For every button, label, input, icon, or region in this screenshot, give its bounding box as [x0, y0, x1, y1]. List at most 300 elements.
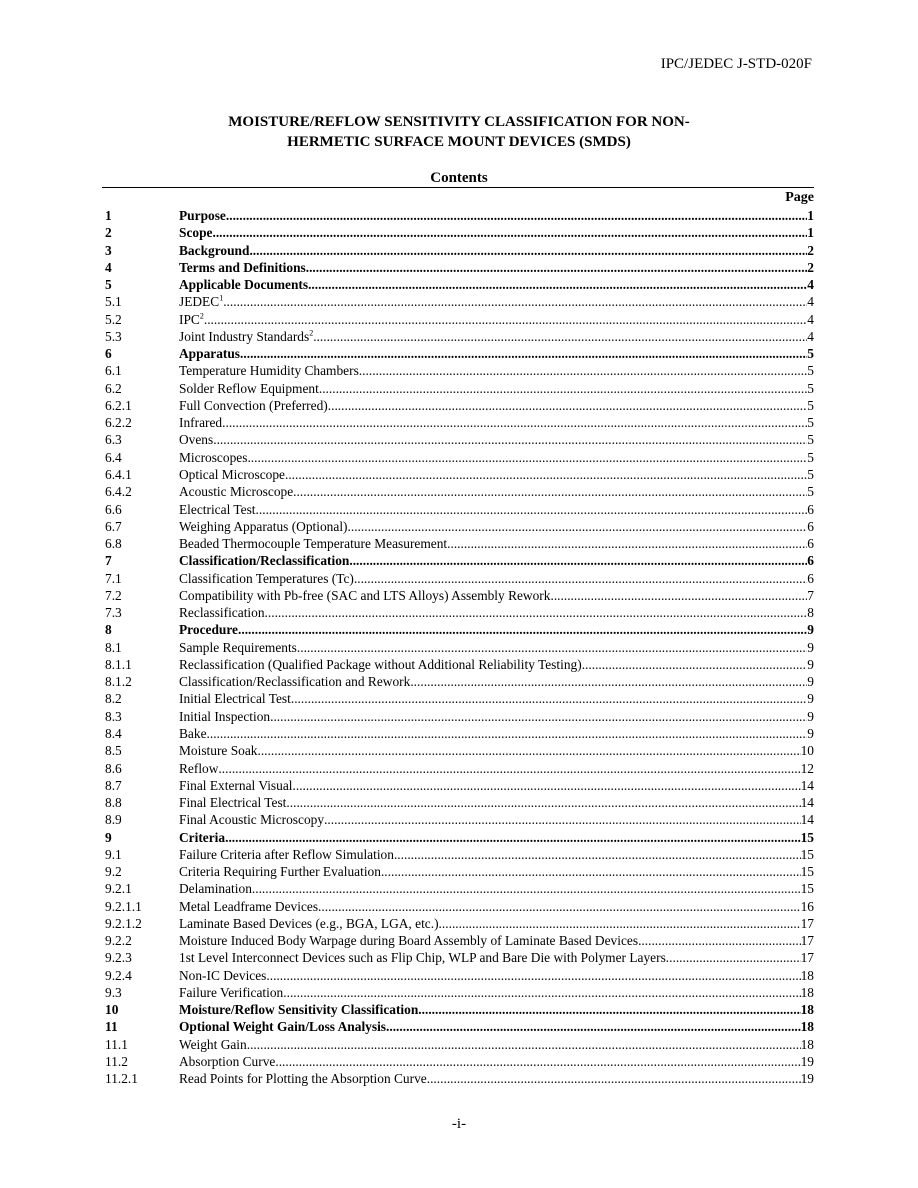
document-title-line-1: MOISTURE/REFLOW SENSITIVITY CLASSIFICATION FOR NON- [228, 114, 690, 130]
toc-dot-leader [349, 552, 807, 569]
toc-dot-leader [256, 501, 808, 518]
toc-entry[interactable] [105, 863, 814, 880]
toc-section-number: 9.2.4 [105, 967, 132, 983]
toc-section-number: 6.2.2 [105, 415, 132, 431]
toc-section-title [179, 604, 265, 621]
toc-section-title [179, 777, 293, 794]
toc-section-title [179, 1053, 275, 1070]
toc-dot-leader [286, 794, 800, 811]
toc-section-number: 9.2.1 [105, 881, 132, 897]
toc-section-number: 8 [105, 622, 112, 638]
toc-section-title-text: Classification/Reclassification and Rework [179, 674, 411, 690]
toc-page-number: 6 [807, 518, 814, 534]
toc-dot-leader [319, 380, 807, 397]
toc-section-title [179, 293, 223, 310]
toc-dot-leader [249, 242, 807, 259]
toc-section-title [179, 639, 297, 656]
toc-section-title [179, 259, 306, 276]
toc-section-title [179, 276, 308, 293]
toc-dot-leader [308, 276, 807, 293]
toc-entry[interactable] [105, 518, 814, 535]
toc-page-number: 5 [807, 449, 814, 465]
toc-dot-leader [638, 932, 801, 949]
toc-page-number: 18 [800, 984, 814, 1000]
toc-section-title-text: Moisture/Reflow Sensitivity Classification [179, 1002, 419, 1018]
toc-section-title [179, 708, 270, 725]
toc-section-number: 9.2.1.1 [105, 898, 142, 914]
toc-page-number: 4 [807, 277, 814, 293]
toc-dot-leader [328, 397, 808, 414]
toc-section-title-text: Absorption Curve [179, 1054, 276, 1070]
toc-section-title-text: Laminate Based Devices (e.g., BGA, LGA, etc.) [179, 915, 439, 931]
toc-section-number: 6.7 [105, 518, 122, 534]
toc-section-title [179, 949, 666, 966]
toc-section-title-text: Full Convection (Preferred) [179, 397, 328, 413]
toc-page-number: 8 [807, 605, 814, 621]
toc-section-number: 7.2 [105, 587, 122, 603]
toc-section-title [179, 242, 249, 259]
toc-dot-leader [394, 846, 801, 863]
toc-page-number: 9 [807, 622, 814, 638]
toc-entry[interactable] [105, 570, 814, 587]
toc-section-title [179, 846, 394, 863]
toc-section-title [179, 224, 212, 241]
toc-section-number: 8.6 [105, 760, 122, 776]
contents-divider [102, 187, 814, 188]
toc-page-number: 2 [807, 242, 814, 258]
toc-entry[interactable] [105, 760, 814, 777]
toc-page-number: 4 [807, 294, 814, 310]
page-number: -i- [451, 1116, 467, 1132]
toc-section-title-text: Criteria [179, 829, 226, 845]
toc-entry[interactable] [105, 794, 814, 811]
toc-dot-leader [582, 656, 808, 673]
toc-section-title-text: Ovens [179, 432, 214, 448]
toc-entry[interactable] [105, 345, 814, 362]
toc-section-title [179, 535, 447, 552]
toc-dot-leader [410, 673, 807, 690]
toc-entry[interactable] [105, 880, 814, 897]
toc-section-title [179, 760, 218, 777]
toc-section-title-text: Acoustic Microscope [179, 484, 294, 500]
toc-section-title-text: Reclassification (Qualified Package without Additional Reliability Testing) [179, 656, 582, 672]
toc-page-number: 19 [800, 1071, 814, 1087]
toc-section-title-text: Compatibility with Pb-free (SAC and LTS Alloys) Assembly Rework [179, 587, 551, 603]
toc-section-number: 5 [105, 277, 112, 293]
toc-page-number: 18 [800, 1002, 814, 1018]
toc-section-title [179, 328, 313, 345]
toc-section-title-text: Delamination [179, 881, 252, 897]
toc-dot-leader [223, 293, 807, 310]
toc-section-title-text: Optional Weight Gain/Loss Analysis [179, 1019, 386, 1035]
toc-section-title-text: Failure Verification [179, 984, 284, 1000]
toc-section-number: 6.4.2 [105, 484, 132, 500]
toc-section-title-text: Applicable Documents [179, 277, 309, 293]
toc-page-number: 7 [807, 587, 814, 603]
toc-page-number: 5 [807, 466, 814, 482]
toc-entry[interactable] [105, 742, 814, 759]
toc-section-title [179, 207, 226, 224]
toc-section-number: 9.1 [105, 846, 122, 862]
toc-page-number: 18 [800, 1019, 814, 1035]
toc-section-title [179, 898, 318, 915]
toc-dot-leader [265, 604, 808, 621]
toc-section-title-text: Non-IC Devices [179, 967, 267, 983]
toc-section-title [179, 431, 213, 448]
toc-section-title [179, 501, 256, 518]
toc-section-title-text: Reflow [179, 760, 219, 776]
toc-section-title [179, 690, 291, 707]
toc-section-number: 9.2.3 [105, 950, 132, 966]
toc-page-number: 19 [800, 1054, 814, 1070]
toc-entry[interactable] [105, 552, 814, 569]
toc-section-number: 9.2.2 [105, 933, 132, 949]
toc-section-number: 9.2 [105, 864, 122, 880]
table-of-contents [105, 207, 814, 1088]
toc-section-title [179, 967, 266, 984]
toc-section-title-text: 1st Level Interconnect Devices such as Flip Chip, WLP and Bare Die with Polymer Layers [179, 950, 666, 966]
toc-section-title-text: Criteria Requiring Further Evaluation [179, 864, 381, 880]
toc-section-title [179, 1001, 418, 1018]
toc-page-number: 9 [807, 639, 814, 655]
toc-page-number: 6 [807, 536, 814, 552]
toc-dot-leader [306, 259, 808, 276]
toc-page-number: 6 [807, 501, 814, 517]
toc-entry[interactable] [105, 431, 814, 448]
contents-heading: Contents [430, 170, 488, 186]
toc-entry[interactable] [105, 276, 814, 293]
toc-entry[interactable] [105, 380, 814, 397]
toc-section-title [179, 725, 207, 742]
toc-entry[interactable] [105, 466, 814, 483]
toc-section-number: 8.7 [105, 777, 122, 793]
toc-section-title [179, 311, 204, 328]
toc-section-title [179, 1036, 247, 1053]
toc-section-title-text: Metal Leadframe Devices [179, 898, 319, 914]
toc-section-number: 7 [105, 553, 112, 569]
toc-section-title-text: Optical Microscope [179, 466, 285, 482]
toc-section-title [179, 673, 410, 690]
toc-section-title [179, 362, 359, 379]
toc-entry[interactable] [105, 656, 814, 673]
toc-entry[interactable] [105, 725, 814, 742]
toc-section-title-text: Apparatus [179, 346, 241, 362]
toc-page-number: 15 [800, 881, 814, 897]
toc-section-title [179, 552, 349, 569]
toc-dot-leader [348, 518, 808, 535]
toc-page-number: 5 [807, 432, 814, 448]
toc-page-number: 4 [807, 328, 814, 344]
toc-entry[interactable] [105, 242, 814, 259]
toc-page-number: 9 [807, 691, 814, 707]
toc-section-title-text: Electrical Test [179, 501, 256, 517]
toc-dot-leader [222, 414, 807, 431]
toc-dot-leader [226, 207, 807, 224]
toc-section-title-text: Bake [179, 725, 207, 741]
toc-section-number: 9 [105, 829, 112, 845]
toc-page-number: 15 [800, 864, 814, 880]
toc-dot-leader [285, 466, 807, 483]
toc-section-title [179, 656, 582, 673]
toc-page-number: 9 [807, 674, 814, 690]
toc-page-number: 14 [800, 795, 814, 811]
toc-section-title-text: Initial Electrical Test [179, 691, 291, 707]
toc-entry[interactable] [105, 639, 814, 656]
toc-page-number: 18 [800, 967, 814, 983]
toc-page-number: 15 [800, 829, 814, 845]
footnote-marker: 2 [309, 328, 314, 338]
toc-section-number: 10 [105, 1002, 119, 1018]
toc-dot-leader [666, 949, 801, 966]
toc-section-number: 11.2 [105, 1054, 128, 1070]
toc-section-title [179, 880, 252, 897]
toc-entry[interactable] [105, 621, 814, 638]
toc-dot-leader [447, 535, 807, 552]
toc-section-title-text: Moisture Soak [179, 743, 258, 759]
toc-section-title [179, 518, 348, 535]
toc-section-number: 8.1.1 [105, 656, 132, 672]
toc-dot-leader [318, 898, 801, 915]
toc-dot-leader [204, 311, 807, 328]
toc-entry[interactable] [105, 777, 814, 794]
toc-dot-leader [283, 984, 800, 1001]
toc-section-number: 9.3 [105, 984, 122, 1000]
toc-section-title-text: Failure Criteria after Reflow Simulation [179, 846, 394, 862]
toc-page-number: 10 [800, 743, 814, 759]
toc-entry[interactable] [105, 811, 814, 828]
toc-page-number: 17 [800, 933, 814, 949]
toc-section-title-text: Solder Reflow Equipment [179, 380, 319, 396]
toc-section-number: 8.1.2 [105, 674, 132, 690]
toc-entry[interactable] [105, 293, 814, 310]
toc-page-number: 14 [800, 812, 814, 828]
toc-dot-leader [270, 708, 807, 725]
toc-section-title-text: Beaded Thermocouple Temperature Measurement [179, 536, 448, 552]
toc-page-number: 1 [807, 225, 814, 241]
toc-entry[interactable] [105, 915, 814, 932]
toc-section-number: 6.3 [105, 432, 122, 448]
toc-dot-leader [240, 345, 807, 362]
toc-entry[interactable] [105, 846, 814, 863]
toc-entry[interactable] [105, 898, 814, 915]
toc-page-number: 15 [800, 846, 814, 862]
toc-page-number: 4 [807, 311, 814, 327]
toc-section-title [179, 811, 324, 828]
toc-section-number: 11 [105, 1019, 118, 1035]
toc-entry[interactable] [105, 1018, 814, 1035]
toc-page-number: 6 [807, 553, 814, 569]
toc-section-number: 6.1 [105, 363, 122, 379]
toc-section-number: 8.3 [105, 708, 122, 724]
toc-entry[interactable] [105, 224, 814, 241]
toc-section-number: 6.4 [105, 449, 122, 465]
toc-entry[interactable] [105, 708, 814, 725]
toc-section-number: 11.2.1 [105, 1071, 138, 1087]
toc-page-number: 9 [807, 656, 814, 672]
toc-section-title-text: Read Points for Plotting the Absorption Curve [179, 1071, 427, 1087]
toc-page-number: 16 [800, 898, 814, 914]
toc-entry[interactable] [105, 207, 814, 224]
toc-entry[interactable] [105, 673, 814, 690]
toc-section-number: 9.2.1.2 [105, 915, 142, 931]
toc-section-title [179, 915, 439, 932]
toc-page-number: 5 [807, 484, 814, 500]
toc-dot-leader [218, 760, 800, 777]
toc-section-number: 11.1 [105, 1036, 128, 1052]
toc-entry[interactable] [105, 501, 814, 518]
toc-section-title-text: Moisture Induced Body Warpage during Board Assembly of Laminate Based Devices [179, 933, 639, 949]
toc-dot-leader [293, 777, 801, 794]
toc-page-number: 12 [800, 760, 814, 776]
toc-section-title [179, 397, 328, 414]
toc-section-number: 1 [105, 208, 112, 223]
toc-page-number: 5 [807, 346, 814, 362]
toc-entry[interactable] [105, 535, 814, 552]
toc-dot-leader [257, 742, 800, 759]
toc-entry[interactable] [105, 1001, 814, 1018]
toc-entry[interactable] [105, 967, 814, 984]
page-column-label: Page [785, 190, 814, 205]
toc-page-number: 5 [807, 380, 814, 396]
toc-entry[interactable] [105, 932, 814, 949]
toc-page-number: 5 [807, 363, 814, 379]
toc-dot-leader [293, 483, 807, 500]
toc-entry[interactable] [105, 829, 814, 846]
toc-entry[interactable] [105, 949, 814, 966]
toc-entry[interactable] [105, 587, 814, 604]
toc-dot-leader [381, 863, 801, 880]
toc-section-title [179, 984, 283, 1001]
toc-section-title-text: Final External Visual [179, 777, 293, 793]
toc-section-title-text: Initial Inspection [179, 708, 271, 724]
toc-section-title-text: Temperature Humidity Chambers [179, 363, 359, 379]
toc-dot-leader [291, 690, 807, 707]
toc-section-title-text: Classification/Reclassification [179, 553, 350, 569]
toc-dot-leader [297, 639, 807, 656]
toc-entry[interactable] [105, 604, 814, 621]
toc-section-number: 3 [105, 242, 112, 258]
toc-section-title [179, 863, 381, 880]
toc-page-number: 5 [807, 415, 814, 431]
toc-entry[interactable] [105, 1036, 814, 1053]
toc-section-number: 8.9 [105, 812, 122, 828]
toc-entry[interactable] [105, 397, 814, 414]
toc-page-number: 9 [807, 708, 814, 724]
document-title [0, 112, 918, 152]
toc-section-number: 5.3 [105, 328, 122, 344]
toc-dot-leader [275, 1053, 800, 1070]
toc-section-title-text: IPC [179, 311, 200, 327]
toc-entry[interactable] [105, 483, 814, 500]
toc-entry[interactable] [105, 311, 814, 328]
toc-section-number: 5.1 [105, 294, 122, 310]
toc-page-number: 17 [800, 915, 814, 931]
toc-section-number: 8.4 [105, 725, 122, 741]
toc-dot-leader [212, 224, 807, 241]
toc-section-title [179, 829, 225, 846]
toc-dot-leader [213, 431, 807, 448]
toc-section-title [179, 570, 354, 587]
toc-dot-leader [439, 915, 801, 932]
toc-entry[interactable] [105, 362, 814, 379]
toc-dot-leader [313, 328, 807, 345]
toc-dot-leader [354, 570, 807, 587]
toc-dot-leader [324, 811, 801, 828]
toc-section-number: 8.8 [105, 795, 122, 811]
toc-section-title-text: JEDEC [179, 294, 220, 310]
toc-entry[interactable] [105, 414, 814, 431]
toc-section-number: 6.2.1 [105, 397, 132, 413]
footnote-marker: 2 [199, 311, 204, 321]
toc-entry[interactable] [105, 984, 814, 1001]
toc-section-number: 6.8 [105, 536, 122, 552]
toc-entry[interactable] [105, 690, 814, 707]
toc-section-title-text: Weighing Apparatus (Optional) [179, 518, 348, 534]
toc-dot-leader [207, 725, 808, 742]
toc-section-title-text: Procedure [179, 622, 239, 638]
toc-section-title [179, 483, 293, 500]
toc-section-number: 2 [105, 225, 112, 241]
toc-entry[interactable] [105, 328, 814, 345]
toc-page-number: 17 [800, 950, 814, 966]
toc-entry[interactable] [105, 259, 814, 276]
footnote-marker: 1 [219, 293, 224, 303]
toc-section-title [179, 587, 550, 604]
toc-section-title-text: Sample Requirements [179, 639, 297, 655]
toc-section-title-text: Final Electrical Test [179, 795, 287, 811]
toc-section-number: 6.2 [105, 380, 122, 396]
toc-dot-leader [550, 587, 807, 604]
toc-dot-leader [266, 967, 800, 984]
toc-section-title-text: Weight Gain [179, 1036, 247, 1052]
toc-entry[interactable] [105, 1053, 814, 1070]
toc-section-number: 7.3 [105, 605, 122, 621]
toc-section-number: 7.1 [105, 570, 122, 586]
toc-section-title [179, 449, 247, 466]
toc-section-title-text: Scope [179, 225, 213, 241]
toc-page-number: 5 [807, 397, 814, 413]
toc-section-title [179, 380, 319, 397]
toc-dot-leader [238, 621, 807, 638]
toc-page-number: 1 [807, 208, 814, 223]
toc-section-title [179, 1070, 427, 1087]
toc-section-title [179, 932, 638, 949]
toc-dot-leader [427, 1070, 801, 1087]
toc-page-number: 2 [807, 259, 814, 275]
toc-entry[interactable] [105, 1070, 814, 1087]
toc-page-number: 9 [807, 725, 814, 741]
toc-section-title [179, 1018, 386, 1035]
toc-section-title [179, 414, 222, 431]
toc-entry[interactable] [105, 449, 814, 466]
document-code: IPC/JEDEC J-STD-020F [660, 56, 812, 72]
toc-dot-leader [247, 1036, 801, 1053]
toc-dot-leader [247, 449, 807, 466]
toc-section-number: 4 [105, 259, 112, 275]
toc-section-title-text: Joint Industry Standards [179, 328, 310, 344]
toc-section-number: 8.1 [105, 639, 122, 655]
toc-section-title [179, 621, 238, 638]
toc-page-number: 18 [800, 1036, 814, 1052]
toc-section-number: 6.6 [105, 501, 122, 517]
toc-section-title-text: Final Acoustic Microscopy [179, 812, 325, 828]
toc-dot-leader [418, 1001, 800, 1018]
toc-section-number: 5.2 [105, 311, 122, 327]
toc-section-title [179, 794, 286, 811]
toc-dot-leader [252, 880, 801, 897]
toc-section-number: 6.4.1 [105, 466, 132, 482]
toc-page-number: 6 [807, 570, 814, 586]
